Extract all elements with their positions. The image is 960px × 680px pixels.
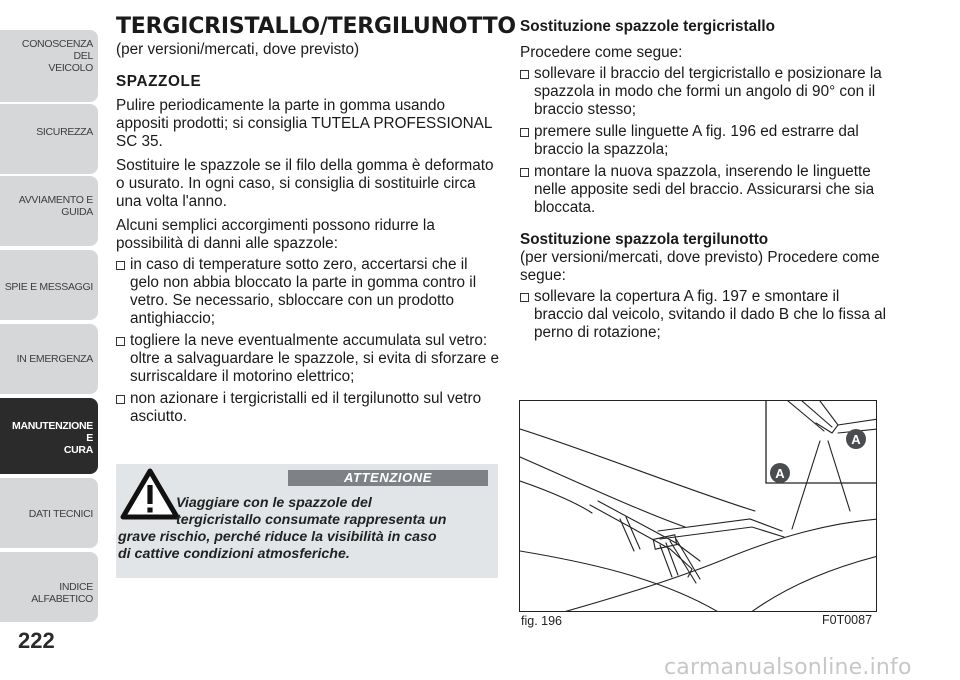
list-item: sollevare il braccio del tergicristallo e posizionare la spazzola in modo che formi un angolo di 90° con il braccio stesso; [520, 65, 892, 119]
tab-label-line2: VEICOLO [48, 62, 93, 74]
left-column [116, 14, 516, 430]
page-number: 222 [18, 628, 55, 653]
right-column [520, 18, 892, 346]
rear-wiper-steps-list [520, 288, 892, 342]
warning-line: di cattive condizioni atmosferiche. [118, 546, 350, 562]
tab-label: IN EMERGENZA [16, 353, 93, 365]
tab-manutenzione-e-cura[interactable] [0, 398, 98, 474]
heading-wiper-replacement: Sostituzione spazzole tergicristallo [520, 18, 775, 35]
warning-line: Viaggiare con le spazzole del [176, 495, 372, 511]
tab-sicurezza[interactable] [0, 104, 98, 174]
intro-procedure: Procedere come segue: [520, 44, 683, 61]
tab-spie-e-messaggi[interactable] [0, 250, 98, 320]
callout-label: A [775, 466, 785, 481]
title-note: (per versioni/mercati, dove previsto) [116, 41, 360, 58]
warning-line: grave rischio, perché riduce la visibilità in caso [118, 529, 437, 545]
tab-label-line1: MANUTENZIONE E [12, 420, 93, 444]
heading-rear-wiper-replacement: Sostituzione spazzola tergilunotto [520, 231, 769, 248]
tab-label: INDICE ALFABETICO [31, 581, 93, 605]
list-item: sollevare la copertura A fig. 197 e smontare il braccio dal veicolo, svitando il dado B che lo fissa al perno di rotazione; [520, 288, 892, 342]
page-title: TERGICRISTALLO/TERGILUNOTTO [116, 14, 516, 39]
wiper-steps-list [520, 65, 892, 217]
paragraph-replace: Sostituire le spazzole se il filo della gomma è deformato o usurato. In ogni caso, si consiglia di sostituirle circa una volta l'anno. [116, 157, 494, 210]
tab-label: SICUREZZA [36, 126, 93, 138]
watermark: carmanualsonline.info [664, 655, 912, 680]
callout-a-lower [770, 463, 790, 483]
wiper-drawing [520, 401, 877, 612]
list-item: non azionare i tergicristalli ed il tergilunotto sul vetro asciutto. [116, 390, 500, 426]
paragraph-cleaning: Pulire periodicamente la parte in gomma usando appositi prodotti; si consiglia TUTELA PROFESSIONAL SC 35. [116, 97, 492, 150]
precautions-list [116, 256, 500, 426]
chapter-sidebar [0, 0, 100, 678]
warning-box [116, 464, 498, 578]
section-heading-spazzole: SPAZZOLE [116, 73, 202, 90]
figure-caption: fig. 196 [521, 614, 563, 628]
tab-label: DATI TECNICI [28, 508, 93, 520]
tab-dati-tecnici[interactable] [0, 478, 98, 548]
list-item: premere sulle linguette A fig. 196 ed estrarre dal braccio la spazzola; [520, 123, 892, 159]
tab-indice-alfabetico[interactable] [0, 552, 98, 622]
tab-label-line2: GUIDA [61, 206, 93, 218]
tab-in-emergenza[interactable] [0, 324, 98, 394]
list-item: montare la nuova spazzola, inserendo le linguette nelle apposite sedi del braccio. Assicurarsi che sia bloccata. [520, 163, 892, 217]
callout-label: A [851, 432, 861, 447]
intro-rear-procedure: (per versioni/mercati, dove previsto) Procedere come segue: [520, 249, 880, 284]
warning-label: ATTENZIONE [288, 470, 488, 486]
list-item: in caso di temperature sotto zero, accertarsi che il gelo non abbia bloccato la parte in gomma contro il vetro. Se necessario, sbloccare con un prodotto antighiaccio; [116, 256, 500, 328]
warning-text [116, 495, 490, 563]
list-item: togliere la neve eventualmente accumulata sul vetro: oltre a salvaguardare le spazzole, si evita di sforzare e surriscaldare il motorino elettrico; [116, 332, 500, 386]
tab-label: SPIE E MESSAGGI [4, 281, 93, 293]
tab-label-line1: CONOSCENZA DEL [21, 38, 93, 62]
figure-code: F0T0087 [822, 613, 873, 627]
tab-avviamento-e-guida[interactable] [0, 176, 98, 246]
warning-line: tergicristallo consumate rappresenta un [176, 512, 447, 528]
paragraph-precautions: Alcuni semplici accorgimenti possono ridurre la possibilità di danni alle spazzole: [116, 217, 435, 252]
tab-label-line1: AVVIAMENTO E [18, 194, 93, 206]
callout-a-upper [846, 429, 866, 449]
wiper-illustration [519, 400, 877, 612]
tab-conoscenza-del-veicolo[interactable] [0, 30, 98, 102]
tab-label-line2: CURA [63, 444, 93, 456]
